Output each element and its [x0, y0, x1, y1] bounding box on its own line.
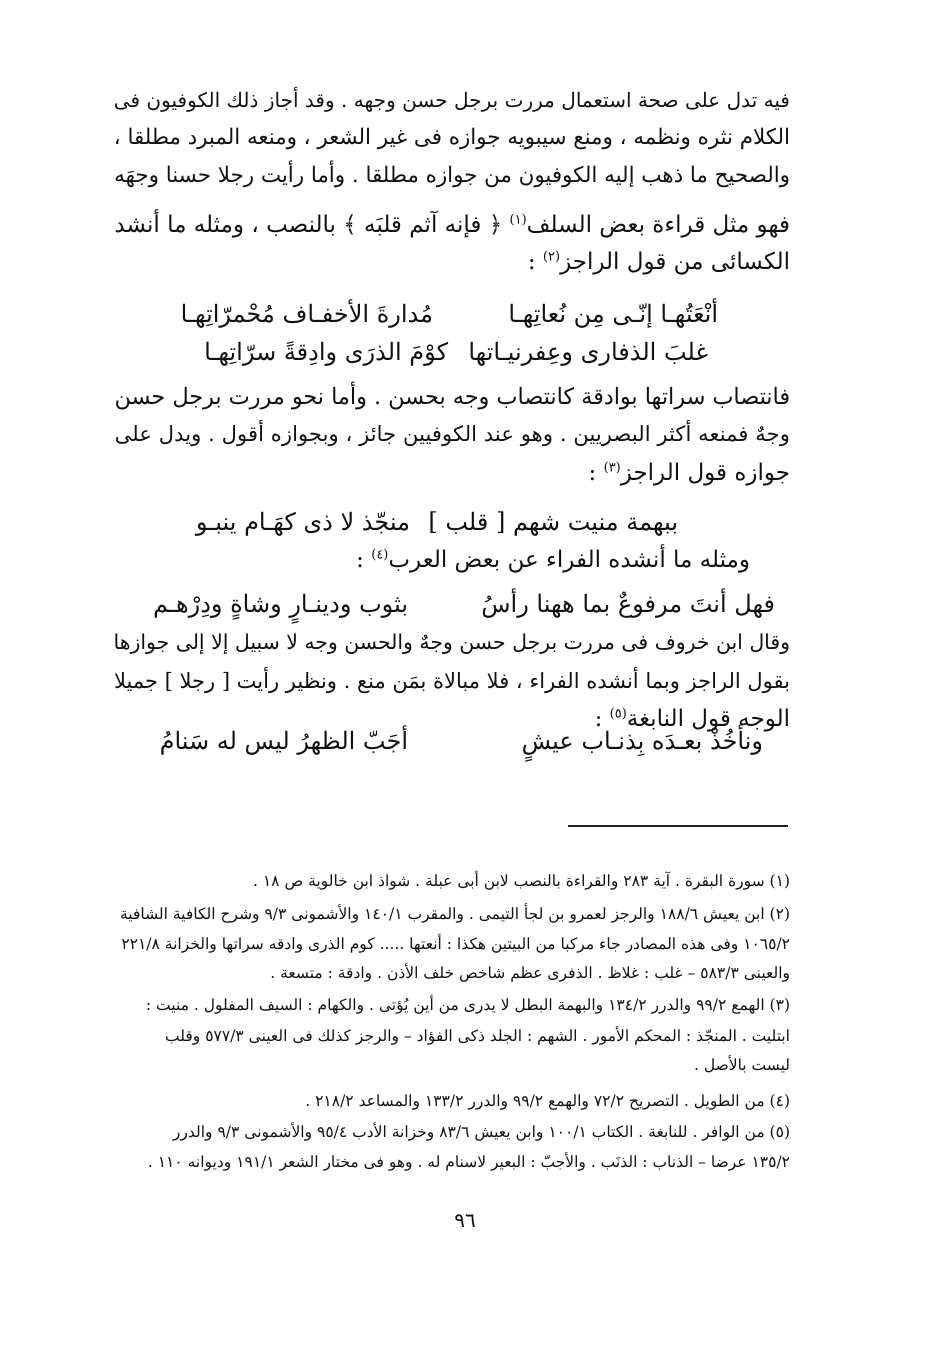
verse-line-5 — [0, 727, 928, 763]
verse-line-1 — [0, 300, 928, 336]
text-line: الكلام نثره ونظمه ، ومنع سيبويه جوازه فى غير الشعر ، ومنعه المبرد مطلقا ، — [113, 125, 790, 150]
footnote-ref: (١) — [509, 212, 527, 228]
footnotes — [100, 872, 790, 1182]
text-line: بقول الراجز وبما أنشده الفراء ، فلا مبالاة بمَن منع . ونظير رأيت [ رجلا ] جميلا — [113, 668, 790, 693]
footnote-line: (٥) من الوافر . للنابغة . الكتاب ١٠٠/١ وابن يعيش ٨٣/٦ وخزانة الأدب ٩٥/٤ والأشمونى ٩/٣ والدرر — [172, 1123, 790, 1141]
paragraph-3 — [100, 547, 790, 583]
verse-hemistich-right: ببهمة منيت شهم [ قلب ] — [428, 508, 678, 536]
verse-hemistich-right: ونأخُذْ بعـدَه بِذنـاب عيشٍ — [521, 727, 763, 755]
footnote-line: ١٠٦٥/٢ وفى هذه المصادر جاء مركبا من البيتين هكذا : أنعتها ..... كوم الذرى وادقه سراتها والخزانة ٢٢١/٨ — [121, 935, 790, 953]
text-line: الكسائى من قول الراجز$^{(٢)}$ : — [527, 249, 790, 275]
footnote-ref: (٢) — [542, 249, 561, 265]
text-line: فيه تدل على صحة استعمال مررت برجل حسن وجهه . وقد أجاز ذلك الكوفيون فى — [113, 88, 790, 112]
verse-hemistich-right: فهل أنتَ مرفوعٌ بما ههنا رأسُ — [481, 590, 775, 618]
text-line: الوجه قول النابغة$^{(٥)}$ : — [594, 706, 790, 732]
footnote-line: (٣) الهمع ٩٩/٢ والدرر ١٣٤/٢ والبهمة البطل لا يدرى من أين يُؤتى . والكهام : السيف المفلول . منيت : — [145, 996, 790, 1014]
page-number: ٩٦ — [454, 1208, 476, 1232]
footnote-separator — [568, 825, 788, 827]
verse-hemistich-left: أجَبّ الظهرُ ليس له سَنامُ — [159, 727, 408, 755]
text-line: والصحيح ما ذهب إليه الكوفيون من جوازه مطلقا . وأما رأيت رجلا حسنا وجهَه — [114, 163, 790, 188]
verse-hemistich-left: كوْمَ الذرَى وادِقةً سرّاتِهـا — [204, 338, 448, 366]
verse-hemistich-right: غلبَ الذفارى وعِفرنيـاتها — [468, 338, 708, 366]
paragraph-1 — [100, 88, 790, 288]
footnote-ref: (٥) — [609, 706, 627, 722]
footnote-line: ١٣٥/٢ عرضا – الذناب : الذنَب . والأجبّ : البعير لاسنام له . وهو فى مختار الشعر ١٩١/١ وديوانه ١١٠ . — [147, 1153, 790, 1171]
footnote-line: (٤) من الطويل . التصريح ٧٢/٢ والهمع ٩٩/٢ والدرر ١٣٣/٢ والمساعد ٢١٨/٢ . — [305, 1092, 790, 1110]
footnote-line: ابتليت . المنجّذ : المحكم الأمور . الشهم : الجلد ذكى الفؤاد – والرجز كذلك فى العينى ٥٧٧/٣ وقلب — [165, 1027, 790, 1045]
text-line: وقال ابن خروف فى مررت برجل حسن وجهٌ والحسن وجه لا سبيل إلا إلى جوازها — [113, 630, 790, 654]
paragraph-2 — [100, 384, 790, 494]
footnote-line: (٢) ابن يعيش ١٨٨/٦ والرجز لعمرو بن لجأ التيمى . والمقرب ١٤٠/١ والأشمونى ٩/٣ وشرح الكافية الشافية — [119, 905, 790, 923]
footnote-line: ليست بالأصل . — [693, 1056, 790, 1074]
verse-line-2 — [0, 338, 928, 374]
verse-hemistich-left: منجّذ لا ذى كهَـام ينبـو — [195, 508, 410, 536]
verse-line-3 — [0, 508, 928, 544]
footnote-ref: (٤) — [371, 547, 389, 563]
footnote-ref: (٣) — [603, 460, 621, 476]
footnote-line: (١) سورة البقرة . آية ٢٨٣ والقراءة بالنصب لابن أبى عبلة . شواذ ابن خالوية ص ١٨ . — [253, 872, 790, 890]
text-line: ومثله ما أنشده الفراء عن بعض العرب$^{(٤)}$ : — [356, 547, 750, 573]
verse-hemistich-right: أنْعَتُهـا إنّـى مِن نُعاتِهـا — [508, 300, 718, 328]
verse-hemistich-left: بثوب ودينـارٍ وشاةٍ ودِرْهـم — [152, 590, 408, 618]
text-line: فهو مثل قراءة بعض السلف$^{(١)}$ ﴿ فإنه آثم قلبَه ﴾ بالنصب ، ومثله ما أنشد — [114, 212, 790, 238]
text-line: جوازه قول الراجز$^{(٣)}$ : — [588, 460, 790, 486]
footnote-line: والعينى ٥٨٣/٣ – غلب : غلاظ . الذفرى عظم شاخص خلف الأذن . وادقة : متسعة . — [270, 964, 790, 982]
text-line: فانتصاب سراتها بوادقة كانتصاب وجه بحسن . وأما نحو مررت برجل حسن — [114, 384, 790, 410]
verse-hemistich-left: مُدارةَ الأخفـاف مُحْمرّاتِهـا — [180, 300, 433, 328]
text-line: وجهٌ فمنعه أكثر البصريين . وهو عند الكوفيين جائز ، وبجوازه أقول . ويدل على — [114, 422, 790, 447]
paragraph-4 — [100, 630, 790, 740]
verse-line-4 — [0, 590, 928, 626]
